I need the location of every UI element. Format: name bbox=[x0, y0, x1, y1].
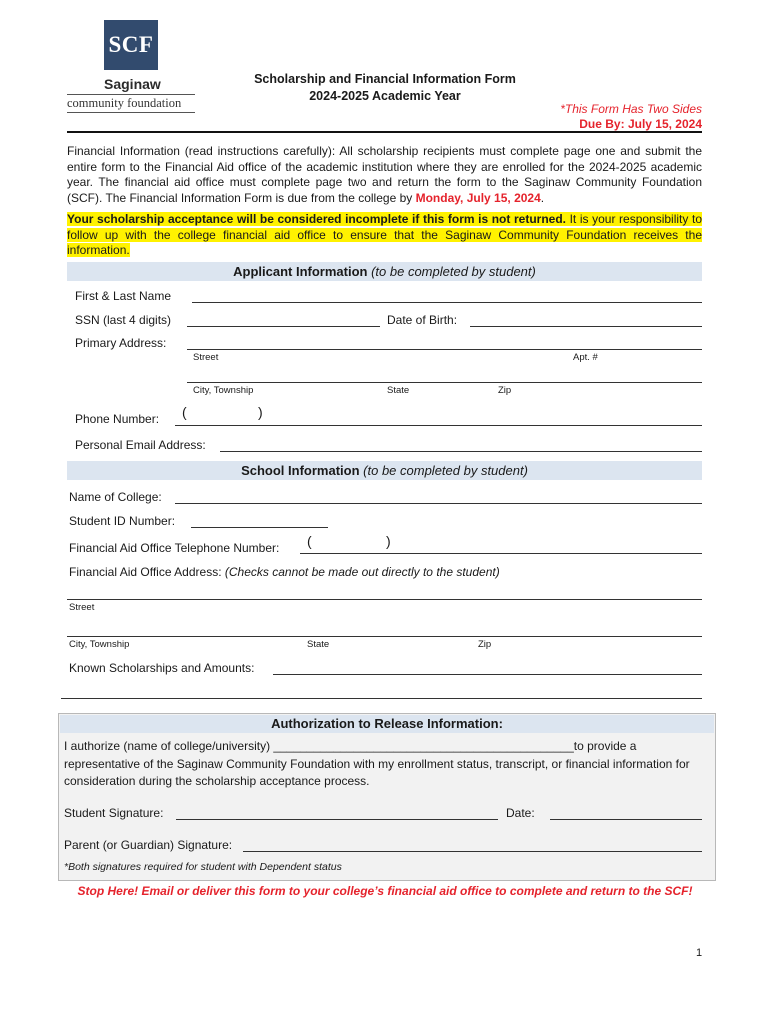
page-number: 1 bbox=[696, 947, 703, 959]
signature-note: *Both signatures required for student with Dependent status bbox=[64, 861, 342, 873]
intro-due-date: Monday, July 15, 2024 bbox=[415, 190, 541, 205]
email-label: Personal Email Address: bbox=[75, 438, 206, 452]
street-caption: Street bbox=[193, 352, 219, 363]
two-sides-note: *This Form Has Two Sides bbox=[560, 102, 702, 116]
intro-paragraph bbox=[67, 144, 702, 206]
applicant-heading: Applicant Information bbox=[233, 264, 368, 279]
ssn-label: SSN (last 4 digits) bbox=[75, 313, 172, 327]
date-label: Date: bbox=[506, 806, 535, 820]
school-heading: School Information bbox=[241, 463, 360, 478]
city-caption: City, Township bbox=[193, 385, 254, 396]
fa-city-state-zip-field[interactable] bbox=[67, 636, 702, 637]
warning-rest: It is your responsibility to follow up with the college financial aid office to ensure that the Saginaw Community Foundation receives the information. bbox=[67, 212, 702, 257]
apt-caption: Apt. # bbox=[573, 352, 598, 363]
address-label: Primary Address: bbox=[75, 336, 167, 350]
logo-divider-bottom bbox=[67, 112, 195, 113]
fa-phone-paren-close: ) bbox=[386, 533, 391, 549]
parent-signature-field[interactable] bbox=[243, 851, 702, 852]
student-id-field[interactable] bbox=[191, 527, 328, 528]
fa-phone-label: Financial Aid Office Telephone Number: bbox=[69, 541, 280, 555]
school-heading-note: (to be completed by student) bbox=[363, 463, 528, 478]
scholarships-field-line2[interactable] bbox=[61, 698, 702, 699]
scholarships-label: Known Scholarships and Amounts: bbox=[69, 661, 255, 675]
dob-label: Date of Birth: bbox=[387, 313, 458, 327]
school-section-header bbox=[67, 461, 702, 480]
college-label: Name of College: bbox=[69, 490, 162, 504]
fa-address-label-text: Financial Aid Office Address: bbox=[69, 565, 222, 579]
street-field[interactable] bbox=[187, 349, 702, 350]
fa-address-note: (Checks cannot be made out directly to the student) bbox=[224, 565, 500, 579]
academic-year: 2024-2025 Academic Year bbox=[309, 89, 461, 103]
college-field[interactable] bbox=[175, 503, 702, 504]
ssn-field[interactable] bbox=[187, 326, 380, 327]
applicant-section-header bbox=[67, 262, 702, 281]
dob-field[interactable] bbox=[470, 326, 702, 327]
fa-zip-caption: Zip bbox=[478, 639, 492, 650]
authorization-heading: Authorization to Release Information: bbox=[60, 715, 714, 733]
authorization-text: I authorize (name of college/university) _____________________________________________to provide a representative of the Saginaw Community Foundation with my enrollment status, transcript, or financial information for consideration during the scholarship acceptance process. bbox=[64, 739, 690, 788]
intro-end: . bbox=[540, 190, 545, 205]
student-signature-field[interactable] bbox=[176, 819, 498, 820]
logo-name: Saginaw bbox=[104, 76, 161, 92]
header-rule bbox=[67, 131, 702, 133]
fa-state-caption: State bbox=[307, 639, 330, 650]
student-id-label: Student ID Number: bbox=[69, 514, 176, 528]
form-title: Scholarship and Financial Information Form bbox=[254, 72, 516, 86]
scholarships-field[interactable] bbox=[273, 674, 702, 675]
fa-address-label bbox=[69, 565, 500, 579]
zip-caption: Zip bbox=[498, 385, 512, 396]
phone-paren-open: ( bbox=[182, 404, 187, 420]
phone-field[interactable] bbox=[175, 425, 702, 426]
phone-label: Phone Number: bbox=[75, 412, 160, 426]
scf-logo-mark: SCF bbox=[104, 20, 158, 70]
applicant-heading-note: (to be completed by student) bbox=[371, 264, 536, 279]
parent-signature-label: Parent (or Guardian) Signature: bbox=[64, 838, 233, 852]
intro-text: Financial Information (read instructions carefully): All scholarship recipients must complete page one and submit the entire form to the Financial Aid office of the academic institution where they are enrolled for the 2024-2025 academic year. The financial aid office must complete page two and return the form to the Saginaw Community Foundation (SCF). The Financial Information Form is due from the college by bbox=[67, 144, 702, 205]
fa-phone-paren-open: ( bbox=[307, 533, 312, 549]
phone-paren-close: ) bbox=[258, 404, 263, 420]
logo-subtitle: community foundation bbox=[67, 96, 182, 110]
warning-bold: Your scholarship acceptance will be considered incomplete if this form is not returned. bbox=[67, 212, 566, 226]
name-label: First & Last Name bbox=[75, 289, 172, 303]
city-state-zip-field[interactable] bbox=[187, 382, 702, 383]
email-field[interactable] bbox=[220, 451, 702, 452]
warning-paragraph bbox=[67, 212, 702, 259]
fa-city-caption: City, Township bbox=[69, 639, 130, 650]
date-field[interactable] bbox=[550, 819, 702, 820]
state-caption: State bbox=[387, 385, 410, 396]
stop-here-notice: Stop Here! Email or deliver this form to your college’s financial aid office to complete and return to the SCF! bbox=[77, 884, 693, 898]
name-field[interactable] bbox=[192, 302, 702, 303]
fa-street-field[interactable] bbox=[67, 599, 702, 600]
fa-phone-field[interactable] bbox=[300, 553, 702, 554]
fa-street-caption: Street bbox=[69, 602, 95, 613]
due-by-note: Due By: July 15, 2024 bbox=[579, 117, 702, 131]
logo-divider bbox=[67, 94, 195, 95]
student-signature-label: Student Signature: bbox=[64, 806, 164, 820]
